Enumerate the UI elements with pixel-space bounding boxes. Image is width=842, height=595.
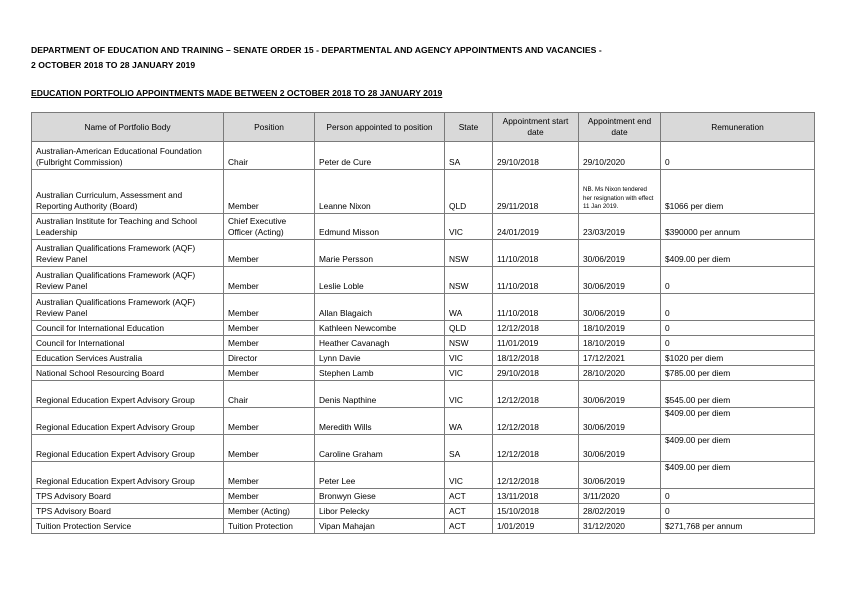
cell-start-date: 11/01/2019 <box>493 336 579 351</box>
cell-remuneration: 0 <box>661 294 815 321</box>
cell-remuneration: $271,768 per annum <box>661 519 815 534</box>
cell-position: Member <box>224 170 315 214</box>
cell-position: Member <box>224 321 315 336</box>
cell-end-date: 3/11/2020 <box>579 489 661 504</box>
cell-end-date: 30/06/2019 <box>579 435 661 462</box>
cell-portfolio-body: Council for International <box>32 336 224 351</box>
cell-remuneration: 0 <box>661 267 815 294</box>
cell-portfolio-body: Tuition Protection Service <box>32 519 224 534</box>
cell-remuneration: $1066 per diem <box>661 170 815 214</box>
cell-remuneration: 0 <box>661 336 815 351</box>
cell-end-date: 23/03/2019 <box>579 214 661 240</box>
cell-person: Peter de Cure <box>315 142 445 170</box>
cell-remuneration: $409.00 per diem <box>661 408 815 435</box>
cell-portfolio-body: Regional Education Expert Advisory Group <box>32 381 224 408</box>
cell-person: Denis Napthine <box>315 381 445 408</box>
cell-person: Bronwyn Giese <box>315 489 445 504</box>
cell-start-date: 12/12/2018 <box>493 408 579 435</box>
cell-portfolio-body: TPS Advisory Board <box>32 504 224 519</box>
cell-end-date: 30/06/2019 <box>579 267 661 294</box>
cell-state: ACT <box>445 489 493 504</box>
cell-end-date: 31/12/2020 <box>579 519 661 534</box>
cell-start-date: 12/12/2018 <box>493 381 579 408</box>
cell-start-date: 18/12/2018 <box>493 351 579 366</box>
cell-state: WA <box>445 294 493 321</box>
cell-state: VIC <box>445 351 493 366</box>
header-remuneration: Remuneration <box>661 113 815 142</box>
cell-start-date: 29/11/2018 <box>493 170 579 214</box>
cell-position: Chief Executive Officer (Acting) <box>224 214 315 240</box>
table-row <box>32 351 815 366</box>
cell-state: VIC <box>445 366 493 381</box>
cell-remuneration: $1020 per diem <box>661 351 815 366</box>
cell-state: VIC <box>445 462 493 489</box>
title-line-2: 2 OCTOBER 2018 TO 28 JANUARY 2019 <box>31 60 196 70</box>
header-start-date: Appointment start date <box>493 113 579 142</box>
cell-portfolio-body: Australian Curriculum, Assessment and Reporting Authority (Board) <box>32 170 224 214</box>
cell-person: Caroline Graham <box>315 435 445 462</box>
table-row <box>32 170 815 214</box>
cell-position: Chair <box>224 381 315 408</box>
cell-portfolio-body: Education Services Australia <box>32 351 224 366</box>
cell-end-date: 17/12/2021 <box>579 351 661 366</box>
cell-state: NSW <box>445 240 493 267</box>
cell-person: Marie Persson <box>315 240 445 267</box>
cell-end-date: 28/02/2019 <box>579 504 661 519</box>
header-state: State <box>445 113 493 142</box>
cell-remuneration: 0 <box>661 504 815 519</box>
table-row <box>32 142 815 170</box>
cell-remuneration: 0 <box>661 321 815 336</box>
cell-portfolio-body: Australian Qualifications Framework (AQF) Review Panel <box>32 267 224 294</box>
cell-portfolio-body: Regional Education Expert Advisory Group <box>32 408 224 435</box>
cell-start-date: 15/10/2018 <box>493 504 579 519</box>
cell-start-date: 12/12/2018 <box>493 321 579 336</box>
cell-start-date: 13/11/2018 <box>493 489 579 504</box>
cell-person: Allan Blagaich <box>315 294 445 321</box>
title-line-1: DEPARTMENT OF EDUCATION AND TRAINING – SENATE ORDER 15 - DEPARTMENTAL AND AGENCY APPOINTMENTS AND VACANCIES - <box>31 45 602 55</box>
cell-state: VIC <box>445 381 493 408</box>
header-end-date: Appointment end date <box>579 113 661 142</box>
cell-person: Peter Lee <box>315 462 445 489</box>
cell-end-date: 29/10/2020 <box>579 142 661 170</box>
cell-end-date: 30/06/2019 <box>579 408 661 435</box>
table-row <box>32 408 815 435</box>
cell-position: Member <box>224 435 315 462</box>
cell-state: ACT <box>445 504 493 519</box>
cell-end-date: NB. Ms Nixon tendered her resignation with effect 11 Jan 2019. <box>579 170 661 214</box>
header-position: Position <box>224 113 315 142</box>
cell-start-date: 11/10/2018 <box>493 267 579 294</box>
cell-person: Edmund Misson <box>315 214 445 240</box>
document-title <box>31 43 602 73</box>
cell-state: ACT <box>445 519 493 534</box>
table-row <box>32 267 815 294</box>
cell-end-date: 30/06/2019 <box>579 462 661 489</box>
cell-position: Member (Acting) <box>224 504 315 519</box>
cell-end-date: 30/06/2019 <box>579 381 661 408</box>
cell-position: Member <box>224 240 315 267</box>
table-row <box>32 519 815 534</box>
cell-state: SA <box>445 435 493 462</box>
cell-portfolio-body: Australian Institute for Teaching and School Leadership <box>32 214 224 240</box>
cell-end-date: 18/10/2019 <box>579 321 661 336</box>
cell-start-date: 12/12/2018 <box>493 435 579 462</box>
cell-start-date: 11/10/2018 <box>493 294 579 321</box>
cell-position: Member <box>224 366 315 381</box>
cell-position: Director <box>224 351 315 366</box>
cell-person: Meredith Wills <box>315 408 445 435</box>
cell-person: Vipan Mahajan <box>315 519 445 534</box>
table-row <box>32 240 815 267</box>
cell-position: Tuition Protection <box>224 519 315 534</box>
cell-remuneration: 0 <box>661 142 815 170</box>
cell-state: QLD <box>445 321 493 336</box>
cell-portfolio-body: Australian Qualifications Framework (AQF) Review Panel <box>32 240 224 267</box>
cell-end-date: 18/10/2019 <box>579 336 661 351</box>
cell-person: Heather Cavanagh <box>315 336 445 351</box>
table-row <box>32 504 815 519</box>
table-row <box>32 462 815 489</box>
cell-position: Member <box>224 336 315 351</box>
table-row <box>32 435 815 462</box>
cell-position: Member <box>224 294 315 321</box>
cell-state: NSW <box>445 336 493 351</box>
cell-start-date: 29/10/2018 <box>493 142 579 170</box>
cell-start-date: 1/01/2019 <box>493 519 579 534</box>
cell-state: QLD <box>445 170 493 214</box>
cell-portfolio-body: Regional Education Expert Advisory Group <box>32 462 224 489</box>
cell-person: Stephen Lamb <box>315 366 445 381</box>
cell-remuneration: $409.00 per diem <box>661 435 815 462</box>
table-row <box>32 489 815 504</box>
table-header-row <box>32 113 815 142</box>
cell-remuneration: $545.00 per diem <box>661 381 815 408</box>
table-row <box>32 294 815 321</box>
cell-portfolio-body: Australian-American Educational Foundation (Fulbright Commission) <box>32 142 224 170</box>
cell-state: NSW <box>445 267 493 294</box>
table-row <box>32 366 815 381</box>
cell-start-date: 11/10/2018 <box>493 240 579 267</box>
cell-person: Libor Pelecky <box>315 504 445 519</box>
cell-portfolio-body: Regional Education Expert Advisory Group <box>32 435 224 462</box>
cell-remuneration: $409.00 per diem <box>661 462 815 489</box>
header-person: Person appointed to position <box>315 113 445 142</box>
cell-end-date: 28/10/2020 <box>579 366 661 381</box>
cell-state: VIC <box>445 214 493 240</box>
cell-portfolio-body: Council for International Education <box>32 321 224 336</box>
cell-state: WA <box>445 408 493 435</box>
cell-person: Leanne Nixon <box>315 170 445 214</box>
cell-position: Member <box>224 462 315 489</box>
header-portfolio-body: Name of Portfolio Body <box>32 113 224 142</box>
cell-portfolio-body: National School Resourcing Board <box>32 366 224 381</box>
table-row <box>32 321 815 336</box>
cell-state: SA <box>445 142 493 170</box>
cell-remuneration: $785.00 per diem <box>661 366 815 381</box>
table-row <box>32 381 815 408</box>
cell-start-date: 24/01/2019 <box>493 214 579 240</box>
cell-start-date: 12/12/2018 <box>493 462 579 489</box>
cell-position: Chair <box>224 142 315 170</box>
cell-start-date: 29/10/2018 <box>493 366 579 381</box>
cell-end-date: 30/06/2019 <box>579 240 661 267</box>
table-row <box>32 214 815 240</box>
table-row <box>32 336 815 351</box>
cell-remuneration: 0 <box>661 489 815 504</box>
cell-remuneration: $390000 per annum <box>661 214 815 240</box>
cell-person: Kathleen Newcombe <box>315 321 445 336</box>
section-subtitle: EDUCATION PORTFOLIO APPOINTMENTS MADE BETWEEN 2 OCTOBER 2018 TO 28 JANUARY 2019 <box>31 88 443 98</box>
cell-end-date: 30/06/2019 <box>579 294 661 321</box>
cell-position: Member <box>224 267 315 294</box>
cell-portfolio-body: Australian Qualifications Framework (AQF) Review Panel <box>32 294 224 321</box>
appointments-table <box>31 112 815 534</box>
cell-position: Member <box>224 408 315 435</box>
cell-portfolio-body: TPS Advisory Board <box>32 489 224 504</box>
cell-position: Member <box>224 489 315 504</box>
cell-person: Leslie Loble <box>315 267 445 294</box>
cell-remuneration: $409.00 per diem <box>661 240 815 267</box>
cell-person: Lynn Davie <box>315 351 445 366</box>
